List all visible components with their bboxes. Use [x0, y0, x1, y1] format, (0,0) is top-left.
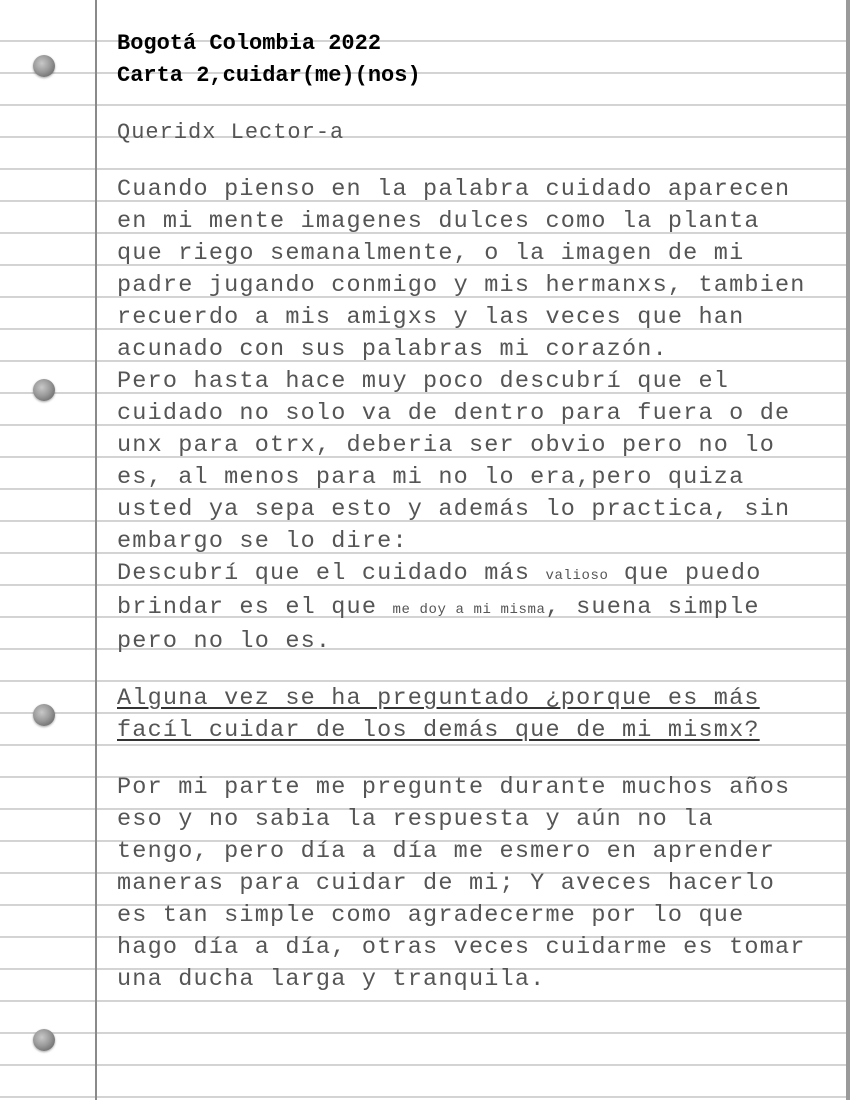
letter-greeting: Queridx Lector-a: [117, 120, 345, 145]
binder-hole: [33, 379, 55, 401]
binder-hole: [33, 55, 55, 77]
discovery-line-part-3: , suena simple pero no lo es.: [117, 594, 760, 655]
discovery-small-phrase: me doy a mi misma: [392, 602, 546, 618]
paragraph-self-care: Por mi parte me pregunte durante muchos años eso y no sabia la respuesta y aún no la tengo, pero día a día me esmero en aprender maneras para cuidar de mi; Y aveces hacerlo es tan simple como agradecerme por lo que hago día a día, otras veces cuidarme es tomar una ducha larga y tranquila.: [117, 774, 806, 993]
discovery-line-part-2: que puedo brindar es el que: [117, 560, 762, 621]
binder-hole: [33, 1029, 55, 1051]
letter-body: [117, 28, 807, 996]
margin-line: [95, 0, 97, 1100]
question-lead: Alguna vez se ha preguntado: [117, 685, 546, 712]
paragraph-memories: [117, 174, 807, 658]
question-text: ¿porque es más facíl cuidar de los demás que de mi mismx?: [117, 685, 760, 744]
letter-title: Carta 2,cuidar(me)(nos): [117, 63, 421, 88]
letter-place-year: Bogotá Colombia 2022: [117, 31, 382, 56]
paragraph-discovery-text: Pero hasta hace muy poco descubrí que el cuidado no solo va de dentro para fuera o de unx para otrx, deberia ser obvio pero no lo es, al menos para mi no lo era,pero quiza usted ya sepa esto y además lo practica, sin embargo se lo dire:: [117, 368, 791, 555]
page-edge: [846, 0, 850, 1100]
question-paragraph: [117, 683, 807, 747]
discovery-small-word: valioso: [545, 568, 609, 584]
binder-hole: [33, 704, 55, 726]
discovery-line-part-1: Descubrí que el cuidado más: [117, 560, 531, 587]
paragraph-memories-text: Cuando pienso en la palabra cuidado aparecen en mi mente imagenes dulces como la planta que riego semanalmente, o la imagen de mi padre jugando conmigo y mis hermanxs, tambien recuerdo a mis amigxs y las veces que han acunado con sus palabras mi corazón.: [117, 176, 806, 363]
